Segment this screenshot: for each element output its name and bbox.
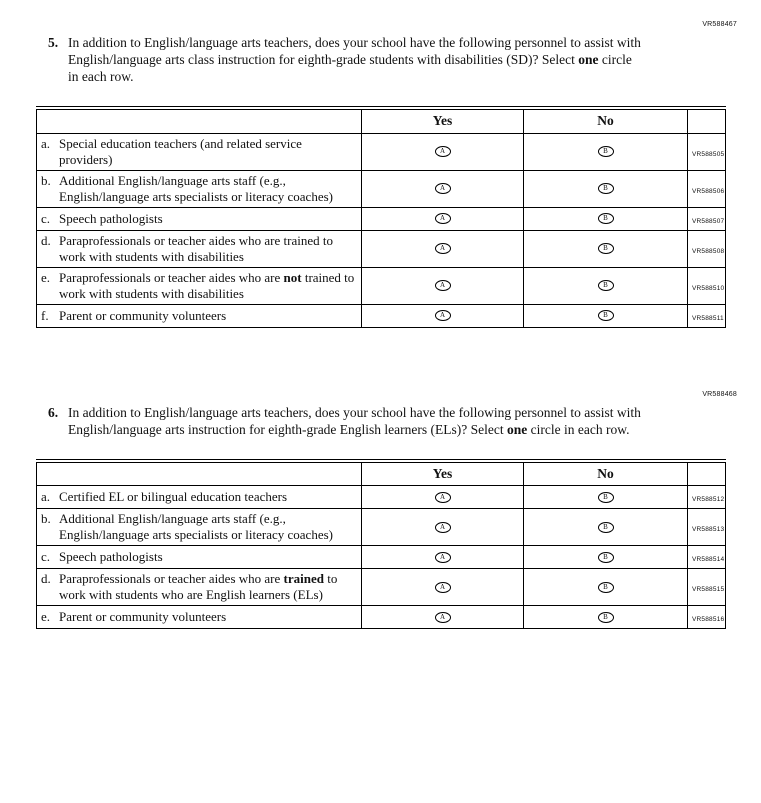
- no-option-circle[interactable]: [598, 492, 614, 503]
- yes-option-circle[interactable]: [435, 213, 451, 224]
- table-row: [37, 133, 726, 170]
- yes-option-circle[interactable]: [435, 183, 451, 194]
- row-vr-cell: [688, 267, 726, 304]
- yes-cell: [362, 546, 524, 569]
- yes-option-letter: A: [439, 612, 446, 621]
- row-item-cell: [37, 546, 362, 569]
- row-item-cell: [37, 170, 362, 207]
- row-vr-code: VR588511: [692, 314, 724, 322]
- row-letter: c.: [41, 210, 51, 226]
- vr-column-header: [688, 108, 726, 133]
- table-row: [37, 486, 726, 509]
- yes-cell: [362, 486, 524, 509]
- row-vr-cell: [688, 207, 726, 230]
- yes-cell: [362, 230, 524, 267]
- row-vr-code: VR588513: [692, 526, 725, 533]
- yes-option-circle[interactable]: [435, 522, 451, 533]
- no-cell: [524, 133, 688, 170]
- yes-option-letter: A: [439, 492, 446, 501]
- row-letter: a.: [41, 489, 51, 504]
- table-row: [37, 170, 726, 207]
- no-option-circle[interactable]: [598, 582, 614, 593]
- table-row: [37, 546, 726, 569]
- question-6-table: [36, 459, 726, 630]
- item-column-header: [37, 108, 362, 133]
- no-option-letter: B: [603, 147, 608, 156]
- no-column-header: No: [524, 461, 688, 486]
- no-option-circle[interactable]: [598, 522, 614, 533]
- no-cell: [524, 207, 688, 230]
- row-label: Paraprofessionals or teacher aides who are trained to work with students with disabilities: [59, 232, 333, 264]
- yes-option-letter: A: [439, 552, 446, 561]
- no-option-circle[interactable]: [598, 183, 614, 194]
- no-option-letter: B: [603, 281, 608, 290]
- no-column-header: No: [524, 108, 688, 133]
- row-vr-cell: [688, 304, 726, 327]
- row-vr-code: VR588507: [692, 217, 725, 225]
- yes-cell: [362, 170, 524, 207]
- row-label: Special education teachers (and related service providers): [59, 135, 302, 167]
- row-label: Parent or community volunteers: [59, 609, 227, 624]
- row-letter: a.: [41, 135, 51, 151]
- yes-column-header: Yes: [362, 461, 524, 486]
- no-option-letter: B: [603, 552, 608, 561]
- row-vr-cell: [688, 509, 726, 546]
- question-5-table: [36, 106, 726, 328]
- no-option-letter: B: [603, 311, 608, 320]
- no-option-circle[interactable]: [598, 243, 614, 254]
- row-item-cell: [37, 486, 362, 509]
- row-item-cell: [37, 509, 362, 546]
- question-6: [48, 404, 737, 438]
- row-label: Parent or community volunteers: [59, 307, 227, 323]
- row-item-cell: [37, 304, 362, 327]
- row-label: Paraprofessionals or teacher aides who are not trained to work with students with disabilities: [59, 269, 355, 301]
- table-row: [37, 509, 726, 546]
- row-vr-code: VR588510: [692, 284, 725, 292]
- no-cell: [524, 267, 688, 304]
- row-vr-cell: [688, 606, 726, 629]
- question-5-prompt: In addition to English/language arts teachers, does your school have the following personnel to assist with English/language arts class instruction for eighth-grade students with disabilities (SD)? Select one circle in each row.: [68, 35, 641, 84]
- row-letter: e.: [41, 609, 51, 624]
- table-row: [37, 606, 726, 629]
- yes-cell: [362, 509, 524, 546]
- yes-option-letter: A: [439, 214, 446, 223]
- no-cell: [524, 230, 688, 267]
- row-vr-cell: [688, 546, 726, 569]
- row-item-cell: [37, 569, 362, 606]
- no-cell: [524, 569, 688, 606]
- row-item-cell: [37, 606, 362, 629]
- row-letter: d.: [41, 571, 51, 586]
- no-option-circle[interactable]: [598, 612, 614, 623]
- yes-option-circle[interactable]: [435, 280, 451, 291]
- no-option-circle[interactable]: [598, 280, 614, 291]
- yes-cell: [362, 133, 524, 170]
- yes-option-circle[interactable]: [435, 552, 451, 563]
- row-letter: b.: [41, 511, 51, 526]
- table-header-row: [37, 108, 726, 133]
- row-vr-code: VR588514: [692, 556, 725, 563]
- row-label: Additional English/language arts staff (e.g., English/language arts specialists or literacy coaches): [59, 511, 333, 542]
- row-letter: f.: [41, 307, 49, 323]
- question-6-prompt: In addition to English/language arts teachers, does your school have the following personnel to assist with English/language arts instruction for eighth-grade English learners (ELs)? Select one circle in each row.: [68, 404, 641, 437]
- question-6-vr-code: VR588468: [702, 390, 737, 398]
- no-option-circle[interactable]: [598, 552, 614, 563]
- yes-option-circle[interactable]: [435, 243, 451, 254]
- row-vr-code: VR588508: [692, 247, 725, 255]
- yes-cell: [362, 267, 524, 304]
- row-item-cell: [37, 133, 362, 170]
- yes-option-letter: A: [439, 311, 446, 320]
- table-row: [37, 304, 726, 327]
- yes-option-letter: A: [439, 184, 446, 193]
- row-label: Certified EL or bilingual education teachers: [59, 489, 288, 504]
- row-label: Additional English/language arts staff (e.g., English/language arts specialists or literacy coaches): [59, 172, 333, 204]
- no-option-circle[interactable]: [598, 310, 614, 321]
- row-item-cell: [37, 230, 362, 267]
- row-letter: e.: [41, 269, 51, 285]
- row-vr-code: VR588506: [692, 187, 725, 195]
- row-label: Speech pathologists: [59, 549, 163, 564]
- no-option-letter: B: [603, 492, 608, 501]
- table-header-row: [37, 461, 726, 486]
- row-item-cell: [37, 207, 362, 230]
- yes-cell: [362, 207, 524, 230]
- question-5-number: 5.: [48, 35, 59, 50]
- no-option-circle[interactable]: [598, 213, 614, 224]
- no-option-letter: B: [603, 184, 608, 193]
- row-vr-cell: [688, 230, 726, 267]
- row-vr-code: VR588516: [692, 616, 725, 623]
- no-option-letter: B: [603, 522, 608, 531]
- item-column-header: [37, 461, 362, 486]
- question-6-number: 6.: [48, 404, 59, 420]
- yes-option-circle[interactable]: [435, 582, 451, 593]
- row-vr-code: VR588512: [692, 496, 725, 503]
- table-row: [37, 267, 726, 304]
- yes-option-letter: A: [439, 244, 446, 253]
- row-label: Paraprofessionals or teacher aides who are trained to work with students who are English learners (ELs): [59, 571, 338, 602]
- no-cell: [524, 606, 688, 629]
- row-letter: c.: [41, 549, 51, 564]
- table-row: [37, 230, 726, 267]
- no-cell: [524, 170, 688, 207]
- table-row: [37, 207, 726, 230]
- yes-option-circle[interactable]: [435, 612, 451, 623]
- no-option-letter: B: [603, 582, 608, 591]
- row-vr-cell: [688, 133, 726, 170]
- row-vr-code: VR588515: [692, 586, 725, 593]
- vr-column-header: [688, 461, 726, 486]
- no-cell: [524, 486, 688, 509]
- row-vr-cell: [688, 569, 726, 606]
- yes-cell: [362, 569, 524, 606]
- no-option-circle[interactable]: [598, 146, 614, 157]
- question-5-vr-code: VR588467: [702, 21, 737, 28]
- yes-cell: [362, 606, 524, 629]
- yes-cell: [362, 304, 524, 327]
- yes-option-letter: A: [439, 147, 446, 156]
- no-option-letter: B: [603, 612, 608, 621]
- no-cell: [524, 304, 688, 327]
- question-5: [48, 34, 737, 85]
- row-vr-cell: [688, 170, 726, 207]
- row-label: Speech pathologists: [59, 210, 163, 226]
- row-vr-code: VR588505: [692, 150, 725, 158]
- yes-option-letter: A: [439, 522, 446, 531]
- row-vr-cell: [688, 486, 726, 509]
- row-item-cell: [37, 267, 362, 304]
- yes-option-circle[interactable]: [435, 492, 451, 503]
- yes-option-letter: A: [439, 281, 446, 290]
- yes-option-letter: A: [439, 582, 446, 591]
- yes-option-circle[interactable]: [435, 146, 451, 157]
- no-cell: [524, 546, 688, 569]
- no-option-letter: B: [603, 214, 608, 223]
- yes-option-circle[interactable]: [435, 310, 451, 321]
- no-option-letter: B: [603, 244, 608, 253]
- row-letter: b.: [41, 172, 51, 188]
- row-letter: d.: [41, 232, 51, 248]
- no-cell: [524, 509, 688, 546]
- yes-column-header: Yes: [362, 108, 524, 133]
- table-row: [37, 569, 726, 606]
